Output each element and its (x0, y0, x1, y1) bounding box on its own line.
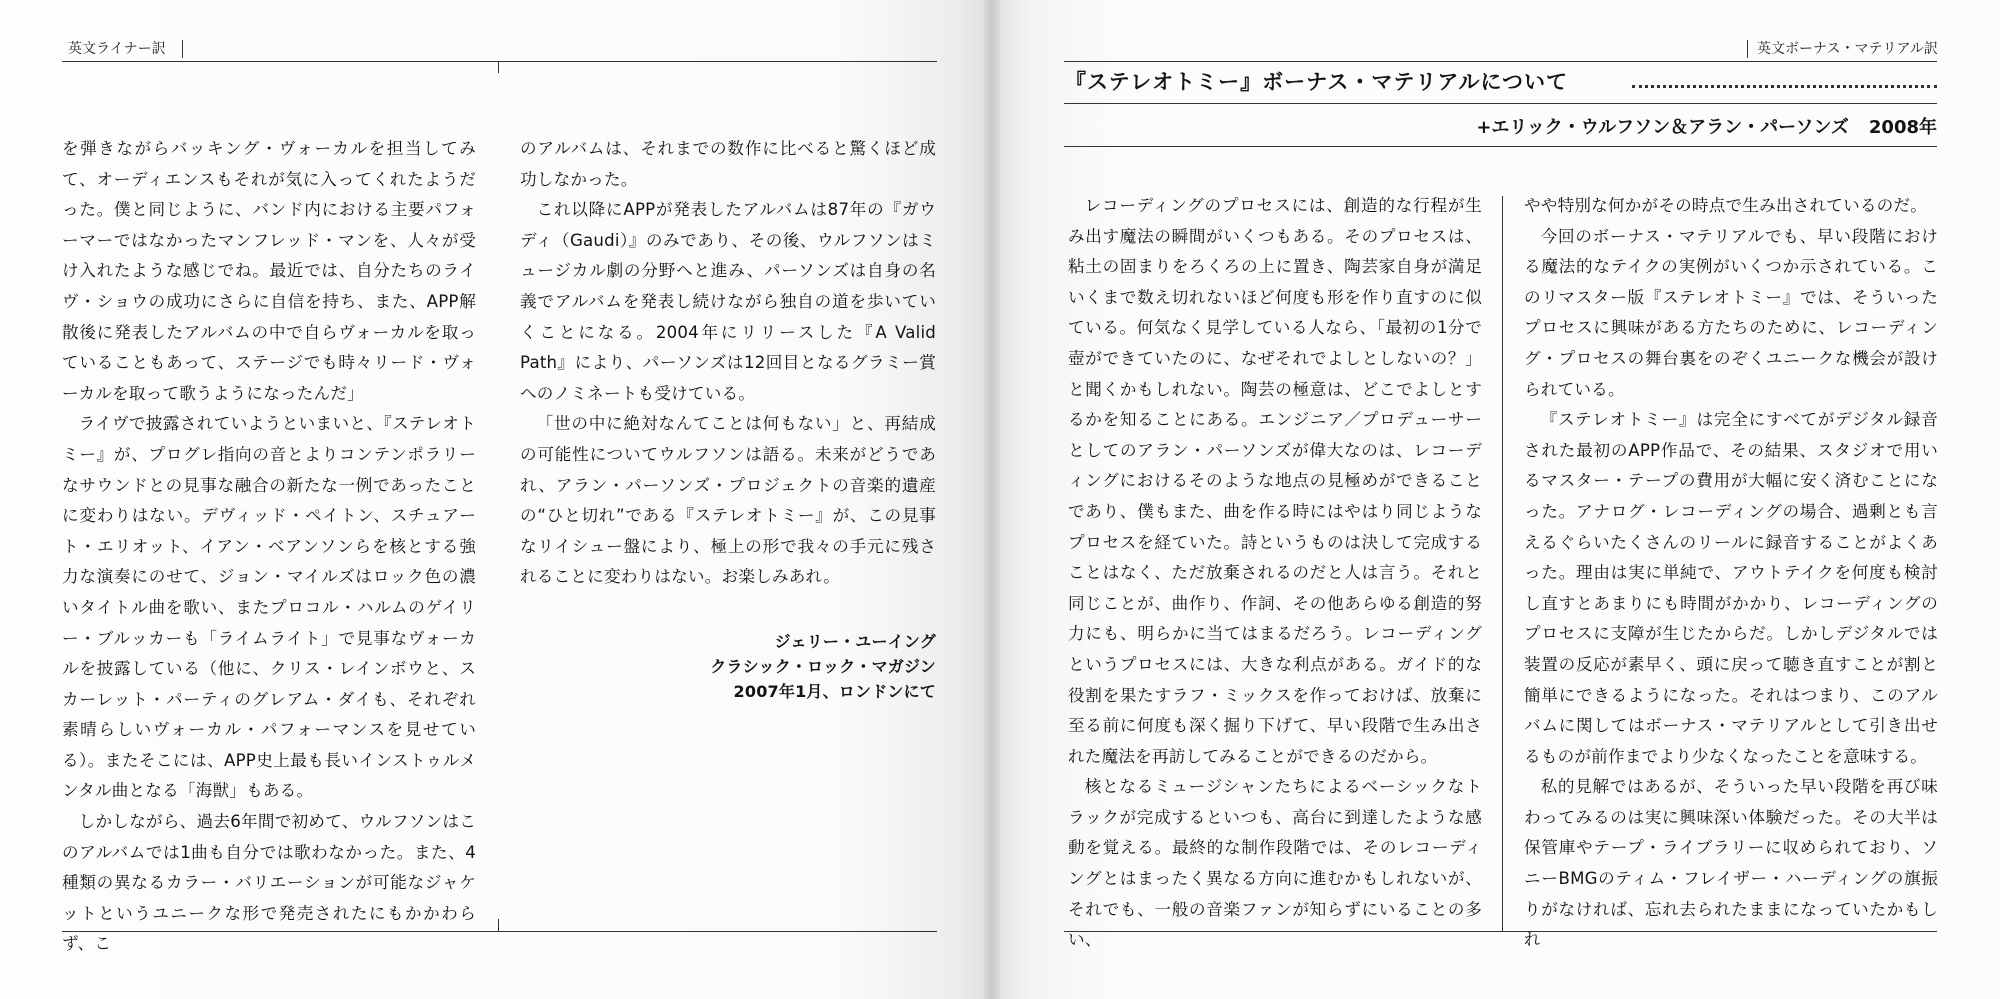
signature-date-place: 2007年1月、ロンドンにて (733, 681, 936, 701)
paragraph: ライヴで披露されていようといまいと、『ステレオトミー』が、プログレ指向の音とよりコンテンポラリーなサウンドとの見事な融合の新たな一例であったことに変わりはない。デヴィッド・ペイトン、スチュアート・エリオット、イアン・ベアンソンらを核とする強力な演奏にのせて、ジョン・マイルズはロック色の濃いタイトル曲を歌い、またプロコル・ハルムのゲイリー・ブルッカーも「ライムライト」で見事なヴォーカルを披露している（他に、クリス・レインボウと、スカーレット・パーティのグレアム・ダイも、それぞれ素晴らしいヴォーカル・パフォーマンスを見せている）。またそこには、APP史上最も長いインストゥルメンタル曲となる「海獣」もある。 (62, 414, 476, 801)
title-dotted-leader (1632, 85, 1937, 88)
header-separator (182, 40, 183, 58)
paragraph: レコーディングのプロセスには、創造的な行程が生み出す魔法の瞬間がいくつもある。そのプロセスは、粘土の固まりをろくろの上に置き、陶芸家自身が満足いくまで数え切れないほど何度も形を作り直すのに似ている。何気なく見学している人なら、「最初の1分で壺ができていたのに、なぜそれでよしとしないの？」と聞くかもしれない。陶芸の極意は、どこでよしとするかを知ることにある。エンジニア／プロデューサーとしてのアラン・パーソンズが偉大なのは、レコーディングにおけるそのような地点の見極めができることであり、僕もまた、曲を作る時にはやはり同じようなプロセスを経ていた。詩というものは決して完成することはなく、ただ放棄されるのだと人は言う。それと同じことが、曲作り、作詞、その他あらゆる創造的努力にも、明らかに当てはまるだろう。レコーディングというプロセスには、大きな利点がある。ガイド的な役割を果たすラフ・ミックスを作っておけば、放棄に至る前に何度も深く掘り下げて、早い段階で生み出された魔法を再訪してみることができるのだから。 (1068, 196, 1482, 766)
paragraph: 「世の中に絶対なんてことは何もない」と、再結成の可能性についてウルフソンは語る。未来がどうであれ、アラン・パーソンズ・プロジェクトの音楽的遺産の“ひと切れ”である『ステレオトミー』が、この見事なリイシュー盤により、極上の形で我々の手元に残されることに変わりはない。お楽しみあれ。 (520, 414, 936, 587)
left-bottom-tick (498, 919, 499, 931)
paragraph: 『ステレオトミー』は完全にすべてがデジタル録音された最初のAPP作品で、その結果、スタジオで用いるマスター・テープの費用が大幅に安く済むことになった。アナログ・レコーディングの場合、過剰とも言えるぐらいたくさんのリールに録音することがよくあった。理由は実に単純で、アウトテイクを何度も検討し直すとあまりにも時間がかかり、レコーディングのプロセスに支障が生じたからだ。しかしデジタルでは装置の反応が素早く、頭に戻って聴き直すことが割と簡単にできるようになった。それはつまり、このアルバムに関してはボーナス・マテリアルとして引き出せるものが前作までより少なくなったことを意味する。 (1524, 410, 1938, 766)
paragraph: 今回のボーナス・マテリアルでも、早い段階における魔法的なテイクの実例がいくつか示されている。このリマスター版『ステレオトミー』では、そういったプロセスに興味がある方たちのために、レコーディング・プロセスの舞台裏をのぞくユニークな機会が設けられている。 (1524, 226, 1938, 399)
right-page-header: 英文ボーナス・マテリアル訳 (1757, 41, 1938, 57)
paragraph: 核となるミュージシャンたちによるベーシックなトラックが完成するといつも、高台に到達したような感動を覚える。最終的な制作段階では、そのレコーディングとはまったく異なる方向に進むかもしれないが、それでも、一般の音楽ファンが知らずにいることの多い、 (1068, 777, 1482, 950)
left-page-column-2 (520, 134, 936, 704)
paragraph: 私的見解ではあるが、そういった早い段階を再び味わってみるのは実に興味深い体験だった。その大半は保管庫やテープ・ライブラリーに収められており、ソニーBMGのティム・フレイザー・ハーディングの旗振りがなければ、忘れ去られたままになっていたかもしれ (1524, 777, 1938, 950)
byline (1476, 113, 1937, 139)
signature-block (520, 629, 936, 704)
right-page-column-2 (1524, 191, 1938, 956)
left-page-header: 英文ライナー訳 (68, 41, 166, 57)
paragraph: これ以降にAPPが発表したアルバムは87年の『ガウディ（Gaudi）』のみであり、その後、ウルフソンはミュージカル劇の分野へと進み、パーソンズは自身の名義でアルバムを発表し続けながら独自の道を歩いていくことになる。2004年にリリースした『A Valid Path』により、パーソンズは12回目となるグラミー賞へのノミネートも受けている。 (520, 200, 936, 403)
paragraph: を弾きながらバッキング・ヴォーカルを担当してみて、オーディエンスもそれが気に入ってくれたようだった。僕と同じように、バンド内における主要パフォーマーではなかったマンフレッド・マンを、人々が受け入れたような感じでね。最近では、自分たちのライヴ・ショウの成功にさらに自信を持ち、また、APP解散後に発表したアルバムの中で自らヴォーカルを取っていることもあって、ステージでも時々リード・ヴォーカルを取って歌うようになったんだ」 (62, 139, 476, 403)
right-bottom-rule (1064, 931, 1937, 932)
article-title: 『ステレオトミー』ボーナス・マテリアルについて (1065, 70, 1569, 94)
paragraph: のアルバムは、それまでの数作に比べると驚くほど成功しなかった。 (520, 139, 936, 189)
signature-publication: クラシック・ロック・マガジン (710, 656, 936, 676)
paragraph: やや特別な何かがその時点で生み出されているのだ。 (1524, 196, 1928, 215)
left-top-rule (62, 61, 937, 62)
left-bottom-rule (62, 931, 937, 932)
signature-name: ジェリー・ユーイング (774, 631, 936, 651)
byline-year: 2008年 (1868, 117, 1937, 138)
column-divider (1502, 196, 1503, 931)
book-gutter (984, 0, 1000, 999)
header-separator (1747, 40, 1748, 58)
byline-rule (1064, 146, 1937, 147)
left-page-column-1 (62, 134, 476, 960)
left-top-tick (498, 61, 499, 73)
paragraph: しかしながら、過去6年間で初めて、ウルフソンはこのアルバムでは1曲も自分では歌わなかった。また、4種類の異なるカラー・バリエーションが可能なジャケットというユニークな形で発売されたにもかかわらず、こ (62, 812, 476, 954)
title-rule (1064, 103, 1937, 104)
right-top-rule (1064, 61, 1937, 62)
right-page-column-1 (1068, 191, 1482, 956)
byline-authors: +エリック・ウルフソン＆アラン・パーソンズ (1476, 117, 1849, 138)
